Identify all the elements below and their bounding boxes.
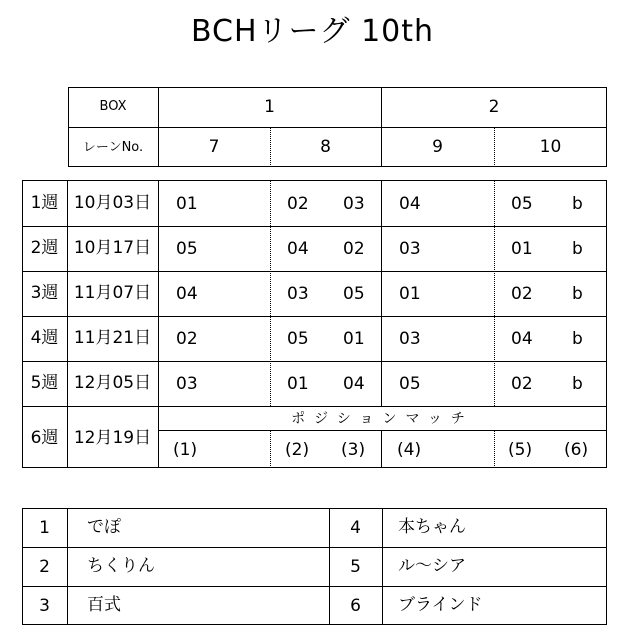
lane-7-entry: 05 <box>176 239 198 259</box>
lane-8-entry: 05 <box>287 329 309 349</box>
lane-8-entry: 01 <box>343 329 365 349</box>
lane-8-entry: 04 <box>343 374 365 394</box>
lane-7-entry: 04 <box>176 284 198 304</box>
player-number: 5 <box>350 557 361 577</box>
lane-9-label: 9 <box>432 137 443 157</box>
lane-9-entry: 03 <box>399 239 421 259</box>
lane-8-entry: 03 <box>287 284 309 304</box>
lane-10-entry: b <box>572 329 583 349</box>
box-2-label: 2 <box>488 97 500 117</box>
lane-10-entry: b <box>572 284 583 304</box>
week-date: 12月19日 <box>73 428 152 448</box>
position-match-label: ポジションマッチ <box>291 411 474 427</box>
player-name: でぽ <box>87 517 121 537</box>
week-label: 3週 <box>30 283 59 303</box>
lane-10-entry: 01 <box>511 239 533 259</box>
week-label: 6週 <box>30 428 59 448</box>
lane-8-entry: 02 <box>343 239 365 259</box>
week-label: 1週 <box>30 193 59 213</box>
lane-10-entry: 04 <box>511 329 533 349</box>
lane-7-entry: 03 <box>176 374 198 394</box>
lane-7-label: 7 <box>208 137 220 157</box>
lane-8-entry: 01 <box>287 374 309 394</box>
week-date: 12月05日 <box>73 373 152 393</box>
player-name: ブラインド <box>398 595 483 615</box>
position-slot: (1) <box>173 440 198 460</box>
box-header-label: BOX <box>99 99 127 114</box>
player-name: 百式 <box>87 595 121 615</box>
player-number: 3 <box>39 596 50 616</box>
position-slot: (6) <box>564 440 589 460</box>
position-slot: (2) <box>285 440 310 460</box>
lane-9-entry: 03 <box>399 329 421 349</box>
lane-9-entry: 04 <box>399 194 421 214</box>
lane-10-entry: b <box>572 239 583 259</box>
lane-10-entry: 05 <box>511 194 533 214</box>
lane-8-label: 8 <box>320 137 331 157</box>
lane-10-entry: b <box>572 374 583 394</box>
week-date: 10月17日 <box>73 238 152 258</box>
lane-8-entry: 03 <box>343 194 365 214</box>
player-name: 本ちゃん <box>398 517 466 537</box>
player-number: 1 <box>39 518 50 538</box>
lane-7-entry: 02 <box>176 329 198 349</box>
player-number: 6 <box>350 596 361 616</box>
position-slot: (3) <box>341 440 366 460</box>
position-slot: (4) <box>397 440 422 460</box>
lane-8-entry: 05 <box>343 284 365 304</box>
lane-header-label: レーンNo. <box>82 140 144 155</box>
lane-9-entry: 01 <box>399 284 421 304</box>
position-slot: (5) <box>508 440 533 460</box>
box-1-label: 1 <box>264 97 275 117</box>
lane-8-entry: 02 <box>287 194 309 214</box>
lane-7-entry: 01 <box>176 194 198 214</box>
player-name: ちくりん <box>87 556 155 576</box>
week-date: 10月03日 <box>73 193 152 213</box>
week-label: 4週 <box>30 328 59 348</box>
player-number: 4 <box>350 518 361 538</box>
week-date: 11月07日 <box>73 283 152 303</box>
lane-8-entry: 04 <box>287 239 309 259</box>
week-label: 5週 <box>30 373 59 393</box>
page-title: BCHリーグ 10th <box>190 14 435 49</box>
lane-9-entry: 05 <box>399 374 421 394</box>
lane-10-entry: 02 <box>511 374 533 394</box>
lane-10-entry: b <box>572 194 583 214</box>
player-name: ル～シア <box>398 556 466 576</box>
week-label: 2週 <box>30 238 59 258</box>
lane-10-label: 10 <box>539 137 562 157</box>
lane-10-entry: 02 <box>511 284 533 304</box>
week-date: 11月21日 <box>73 328 152 348</box>
player-number: 2 <box>39 557 50 577</box>
